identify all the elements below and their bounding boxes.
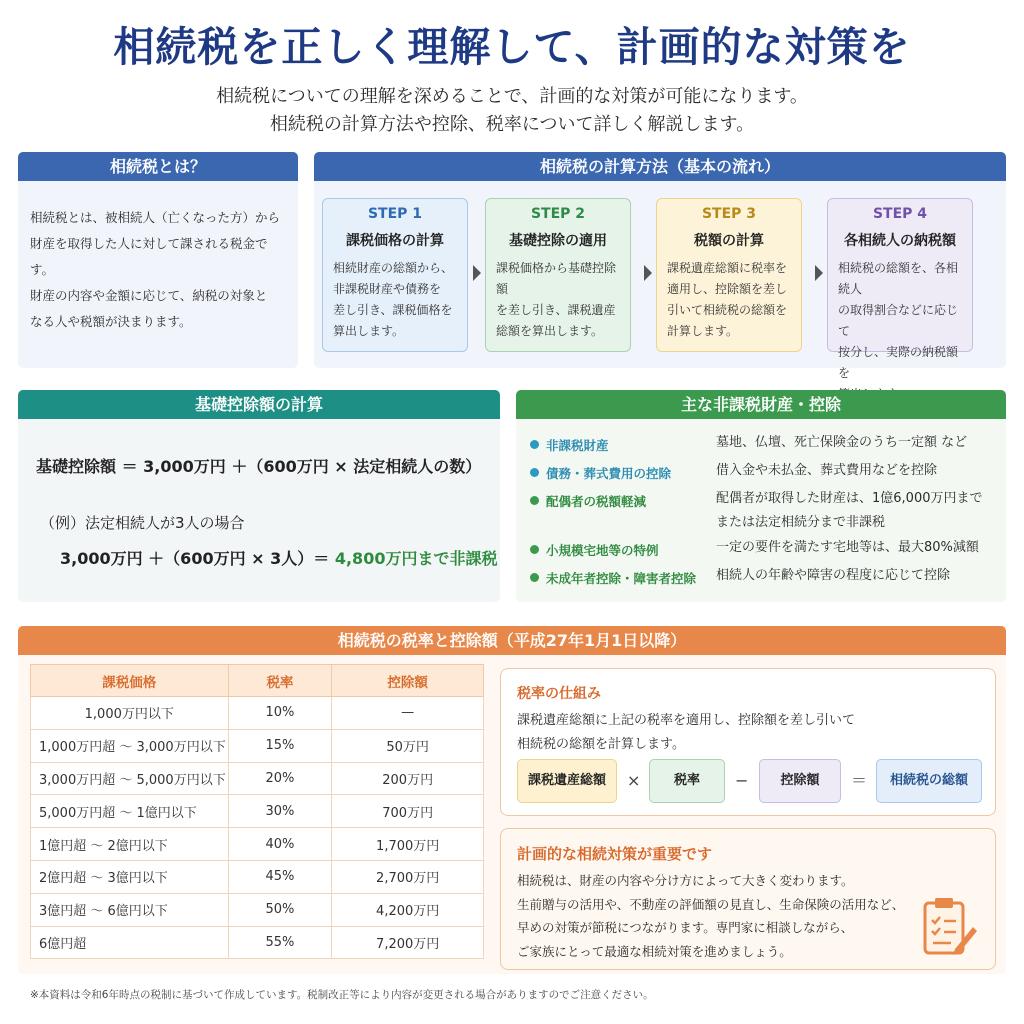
step-desc-line: 適用し、控除額を差し [667, 282, 788, 296]
page-title: 相続税を正しく理解して、計画的な対策を [113, 23, 911, 71]
table-row [31, 729, 484, 762]
bullet-dot-icon [530, 545, 539, 554]
table-cell: 4,200万円 [332, 893, 484, 926]
formula-term-total-tax: 相続税の総額 [876, 759, 982, 803]
planning-line: 早めの対策が節税につながります。専門家に相談しながら、 [517, 920, 854, 935]
planning-line: 生前贈与の活用や、不動産の評価額の見直し、生命保険の活用など、 [517, 896, 905, 912]
step-3-card [656, 198, 802, 352]
what-is-line: なる人や税額が決まります。 [30, 314, 192, 329]
basic-deduction-formula: 基礎控除額 ＝ 3,000万円 ＋（600万円 × 法定相続人の数） [36, 457, 482, 476]
step-desc-line: 非課税財産や債務を [333, 282, 442, 296]
nontax-item-desc [716, 564, 950, 588]
table-cell: 3,000万円超 ～ 5,000万円以下 [31, 762, 229, 795]
step-desc-line: 引いて相続税の総額を [667, 303, 788, 317]
step-label: STEP 4 [872, 206, 928, 222]
bullet-dot-icon [530, 496, 539, 505]
step-desc-line: 相続税の総額を、各相続人 [838, 261, 959, 296]
step-label: STEP 2 [530, 206, 586, 222]
nontax-item-name: 非課税財産 [546, 438, 609, 453]
table-cell: 50万円 [332, 729, 484, 762]
example-result: 4,800万円まで非課税 [334, 549, 498, 568]
step-desc [333, 258, 457, 342]
equals-operator: ＝ [851, 771, 868, 790]
table-cell: 5,000万円超 ～ 1億円以下 [31, 795, 229, 828]
nontax-desc-line: 墓地、仏壇、死亡保険金のうち一定額 など [716, 435, 968, 450]
bullet-dot-icon [530, 573, 539, 582]
example-calc-expression: 3,000万円 ＋（600万円 × 3人）＝ [60, 549, 335, 568]
rate-mechanism-text [517, 709, 855, 757]
step-desc-line: 課税価格から基礎控除額 [496, 261, 617, 296]
rate-mechanism-title: 税率の仕組み [517, 686, 601, 702]
nontax-panel [516, 390, 1006, 602]
formula-term-deduction: 控除額 [759, 759, 841, 803]
arrow-right-icon [473, 265, 481, 281]
tax-rate-heading: 相続税の税率と控除額（平成27年1月1日以降） [18, 626, 1006, 655]
table-cell: 45% [228, 860, 332, 893]
step-desc-line: 課税遺産総額に税率を [667, 261, 788, 275]
table-cell: 200万円 [332, 762, 484, 795]
example-title: （例）法定相続人が3人の場合 [40, 514, 245, 532]
table-cell: 10% [228, 697, 332, 730]
planning-text [517, 869, 927, 963]
subtitle-line-2: 相続税の計算方法や控除、税率について詳しく解説します。 [269, 114, 755, 135]
step-name: 課税価格の計算 [346, 233, 444, 249]
planning-line: ご家族にとって最適な相続対策を進めましょう。 [517, 943, 792, 959]
table-cell: 700万円 [332, 795, 484, 828]
what-is-body [18, 181, 298, 335]
nontax-item-name: 債務・葬式費用の控除 [546, 466, 672, 481]
step-name: 基礎控除の適用 [509, 233, 607, 249]
nontax-item-name: 配偶者の税額軽減 [546, 494, 647, 509]
nontax-desc-line: または法定相続分まで非課税 [716, 515, 886, 530]
bullet-dot-icon [530, 468, 539, 477]
step-desc-line: の取得割合などに応じて [838, 303, 959, 338]
step-desc-line: 計算します。 [667, 324, 739, 338]
nontax-item-desc [716, 487, 983, 535]
table-cell: 2億円超 ～ 3億円以下 [31, 860, 229, 893]
step-desc [496, 258, 620, 342]
clipboard-icon [921, 895, 979, 957]
what-is-heading: 相続税とは？ [18, 152, 298, 181]
table-cell: 40% [228, 828, 332, 861]
calc-steps-heading: 相続税の計算方法（基本の流れ） [314, 152, 1006, 181]
table-row [31, 828, 484, 861]
rate-mechanism-box [500, 668, 996, 816]
step-name: 税額の計算 [694, 233, 764, 249]
what-is-panel [18, 152, 298, 368]
step-name: 各相続人の納税額 [844, 233, 956, 249]
step-desc-line: 差し引き、課税価格を [333, 303, 453, 317]
step-desc-line: を差し引き、課税遺産 [496, 303, 616, 317]
what-is-line: 財産の内容や金額に応じて、納税の対象と [30, 288, 268, 303]
nontax-item-desc [716, 431, 967, 455]
step-desc-line: 按分し、実際の納税額を [838, 345, 959, 380]
table-cell: 50% [228, 893, 332, 926]
table-cell: 30% [228, 795, 332, 828]
planning-title: 計画的な相続対策が重要です [517, 845, 713, 863]
calc-steps-panel [314, 152, 1006, 380]
table-row [31, 893, 484, 926]
table-cell: 15% [228, 729, 332, 762]
what-is-line: 相続税とは、被相続人（亡くなった方）から [30, 210, 281, 225]
step-1-card [322, 198, 468, 352]
table-cell: — [332, 697, 484, 730]
table-cell: 20% [228, 762, 332, 795]
table-row [31, 762, 484, 795]
step-2-card [485, 198, 631, 352]
subtitle-line-1: 相続税についての理解を深めることで、計画的な対策が可能になります。 [216, 86, 808, 107]
minus-operator: − [735, 771, 749, 790]
table-cell: 2,700万円 [332, 860, 484, 893]
table-row [31, 860, 484, 893]
bullet-dot-icon [530, 440, 539, 449]
formula-term-taxable-estate: 課税遺産総額 [517, 759, 617, 803]
step-desc-line: 相続財産の総額から、 [333, 261, 454, 275]
table-cell: 1億円超 ～ 2億円以下 [31, 828, 229, 861]
table-cell: 55% [228, 926, 332, 959]
arrow-right-icon [815, 265, 823, 281]
column-header: 控除額 [332, 665, 484, 697]
table-row [31, 926, 484, 959]
table-header-row [31, 665, 484, 697]
formula-term-rate: 税率 [649, 759, 725, 803]
table-cell: 7,200万円 [332, 926, 484, 959]
arrow-right-icon [644, 265, 652, 281]
nontax-desc-line: 配偶者が取得した財産は、1億6,000万円まで [716, 491, 983, 506]
table-cell: 1,700万円 [332, 828, 484, 861]
table-cell: 6億円超 [31, 926, 229, 959]
step-4-card [827, 198, 973, 380]
nontax-heading: 主な非課税財産・控除 [516, 390, 1006, 419]
table-row [31, 795, 484, 828]
table-cell: 1,000万円以下 [31, 697, 229, 730]
step-desc [838, 258, 962, 405]
mechanism-line: 課税遺産総額に上記の税率を適用し、控除額を差し引いて [517, 713, 856, 728]
step-label: STEP 3 [701, 206, 757, 222]
tax-rate-table [30, 664, 484, 959]
what-is-line: 財産を取得した人に対して課される税金です。 [30, 236, 268, 277]
nontax-desc-line: 借入金や未払金、葬式費用などを控除 [716, 463, 938, 478]
column-header: 課税価格 [31, 665, 229, 697]
step-desc [667, 258, 791, 342]
mechanism-line: 相続税の総額を計算します。 [517, 737, 685, 752]
table-row [31, 697, 484, 730]
step-label: STEP 1 [367, 206, 423, 222]
nontax-item-desc [716, 536, 979, 560]
table-cell: 3億円超 ～ 6億円以下 [31, 893, 229, 926]
tax-rate-panel [18, 626, 1006, 974]
example-calc [60, 546, 497, 569]
planning-line: 相続税は、財産の内容や分け方によって大きく変わります。 [517, 873, 854, 888]
step-desc-line: 総額を算出します。 [496, 324, 604, 338]
multiply-operator: × [627, 771, 641, 790]
planning-box [500, 828, 996, 970]
nontax-item-name: 小規模宅地等の特例 [546, 543, 659, 558]
column-header: 税率 [228, 665, 332, 697]
nontax-desc-line: 一定の要件を満たす宅地等は、最大80%減額 [716, 540, 979, 555]
table-cell: 1,000万円超 ～ 3,000万円以下 [31, 729, 229, 762]
nontax-desc-line: 相続人の年齢や障害の程度に応じて控除 [716, 568, 951, 583]
step-desc-line: 算出します。 [333, 324, 405, 338]
nontax-item-name: 未成年者控除・障害者控除 [546, 571, 697, 586]
basic-deduction-heading: 基礎控除額の計算 [18, 390, 500, 419]
nontax-item-desc [716, 459, 937, 483]
footnote: ※本資料は令和6年時点の税制に基づいて作成しています。税制改正等により内容が変更される場合がありますのでご注意ください。 [30, 989, 654, 1001]
basic-deduction-panel [18, 390, 500, 602]
